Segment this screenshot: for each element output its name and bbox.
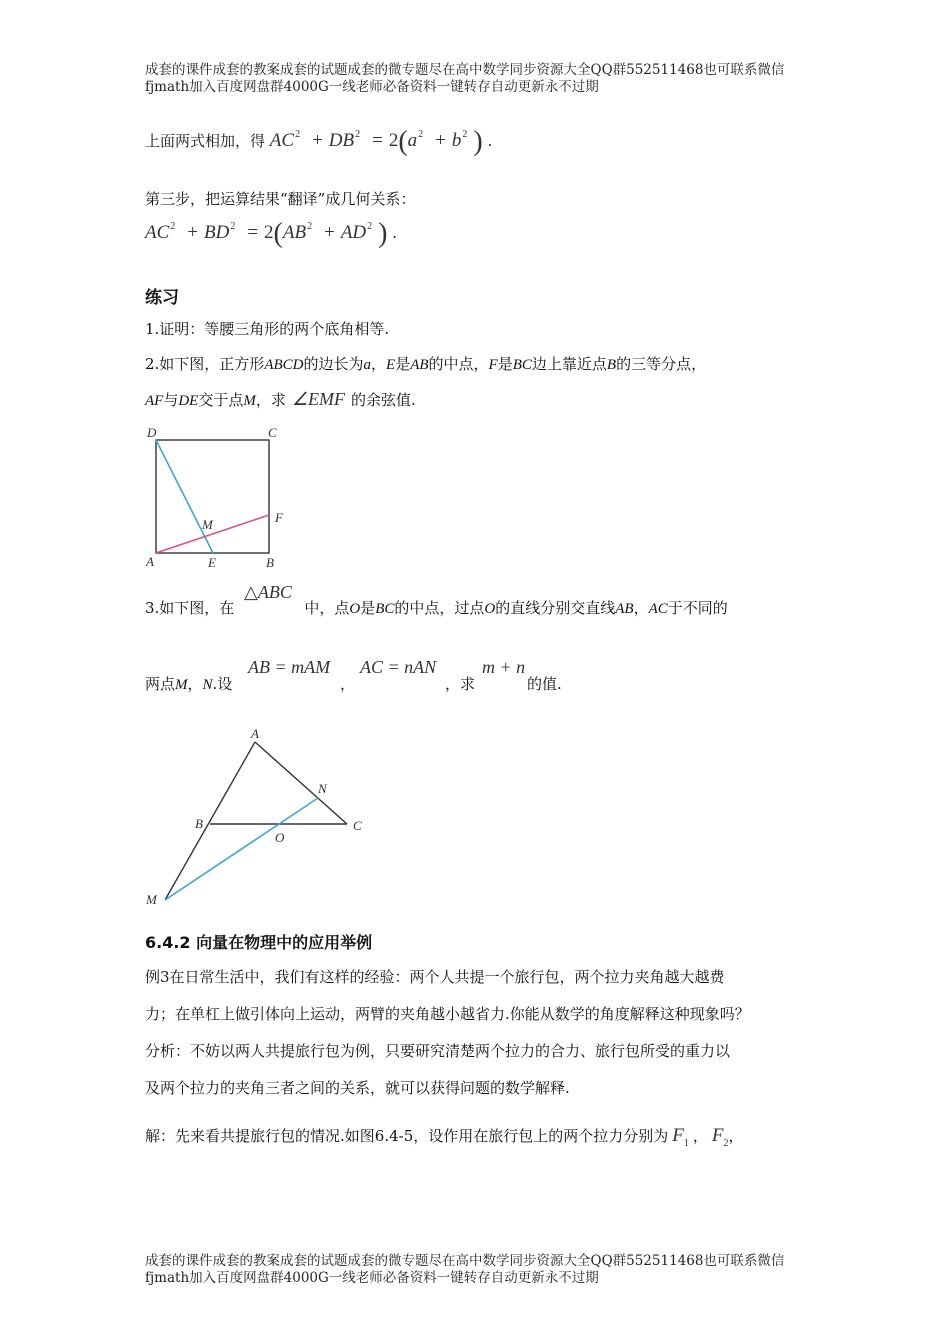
- header-banner: 成套的课件成套的教案成套的试题成套的微专题尽在高中数学同步资源大全QQ群552511468也可联系微信fjmath加入百度网盘群4000G一线老师必备资料一键转存自动更新永不过期: [145, 62, 785, 95]
- analysis-line1: 分析：不妨以两人共提旅行包为例，只要研究清楚两个拉力的合力、旅行包所受的重力以: [145, 1042, 731, 1060]
- section-title: 6.4.2 向量在物理中的应用举例: [145, 933, 373, 952]
- label-f: F: [275, 510, 283, 525]
- label-m: M: [202, 517, 213, 532]
- step-sum-end: .: [487, 132, 493, 150]
- step3-formula-line: [145, 218, 397, 250]
- expr-m-plus-n: m + n: [482, 657, 526, 677]
- figure-square: [140, 420, 300, 575]
- practice-q2-line1: 2.如下图，正方形ABCD的边长为a，E是AB的中点，F是BC边上靠近点B的三等分点，: [145, 355, 707, 373]
- triangle-abc: △ABC: [244, 582, 292, 602]
- q3-comma1: ，: [340, 675, 356, 693]
- label-b: B: [266, 555, 274, 570]
- footer-banner: 成套的课件成套的教案成套的试题成套的微专题尽在高中数学同步资源大全QQ群552511468也可联系微信fjmath加入百度网盘群4000G一线老师必备资料一键转存自动更新永不过期: [145, 1253, 785, 1286]
- eq-ab-mam: AB = mAM: [248, 657, 331, 677]
- label-n: N: [318, 781, 327, 796]
- practice-title: 练习: [145, 288, 179, 308]
- step3-formula: $AC^2 + BD^2 = 2(AB^2 + AD^2$ ): [145, 218, 388, 249]
- label-c: C: [353, 818, 362, 833]
- q3-comma2: ，求: [445, 675, 476, 693]
- practice-q2-line2: AF与DE交于点M，求 ∠EMF 的余弦值.: [145, 389, 416, 409]
- practice-q3-line2: 两点M，N.设: [145, 675, 233, 693]
- force-f1: F: [672, 1125, 684, 1146]
- square-outline: [156, 440, 269, 553]
- figure-triangle: [140, 722, 380, 912]
- label-b: B: [195, 816, 203, 831]
- example3-line1: 例3在日常生活中，我们有这样的经验：两个人共提一个旅行包，两个拉力夹角越大越费: [145, 968, 725, 986]
- segment-mn: [165, 798, 318, 900]
- angle-emf: ∠EMF: [291, 389, 345, 409]
- practice-q1: 1.证明：等腰三角形的两个底角相等.: [145, 320, 390, 338]
- force-f2: F: [711, 1125, 724, 1146]
- q3-end: 的值.: [527, 675, 562, 693]
- analysis-line2: 及两个拉力的夹角三者之间的关系，就可以获得问题的数学解释.: [145, 1079, 570, 1097]
- segment-am: [165, 742, 255, 900]
- label-m: M: [146, 892, 157, 907]
- label-d: D: [147, 425, 157, 440]
- step3-text: 第三步，把运算结果“翻译”成几何关系：: [145, 190, 416, 208]
- label-o: O: [275, 830, 285, 845]
- label-e: E: [208, 555, 216, 570]
- step3-end: .: [392, 224, 397, 242]
- step-sum-formula: $AC^2 + DB^2 = 2(a^2 + b^2$ ): [269, 126, 483, 157]
- label-a: A: [251, 726, 259, 741]
- eq-ac-nan: AC = nAN: [360, 657, 437, 677]
- label-a: A: [146, 554, 154, 569]
- solution-line: 解：先来看共提旅行包的情况.如图6.4-5，设作用在旅行包上的两个拉力分别为 $F_1$ ， $F_2$，: [145, 1125, 744, 1149]
- segment-ac: [255, 742, 347, 824]
- label-c: C: [268, 425, 277, 440]
- practice-q3-line1: 3.如下图，在 中，点O是BC的中点，过点O的直线分别交直线AB，AC于不同的: [145, 599, 728, 617]
- step-sum-text: 上面两式相加，得: [145, 132, 266, 150]
- step-sum-line: [145, 126, 492, 158]
- example3-line2: 力；在单杠上做引体向上运动，两臂的夹角越小越省力.你能从数学的角度解释这种现象吗？: [145, 1005, 750, 1023]
